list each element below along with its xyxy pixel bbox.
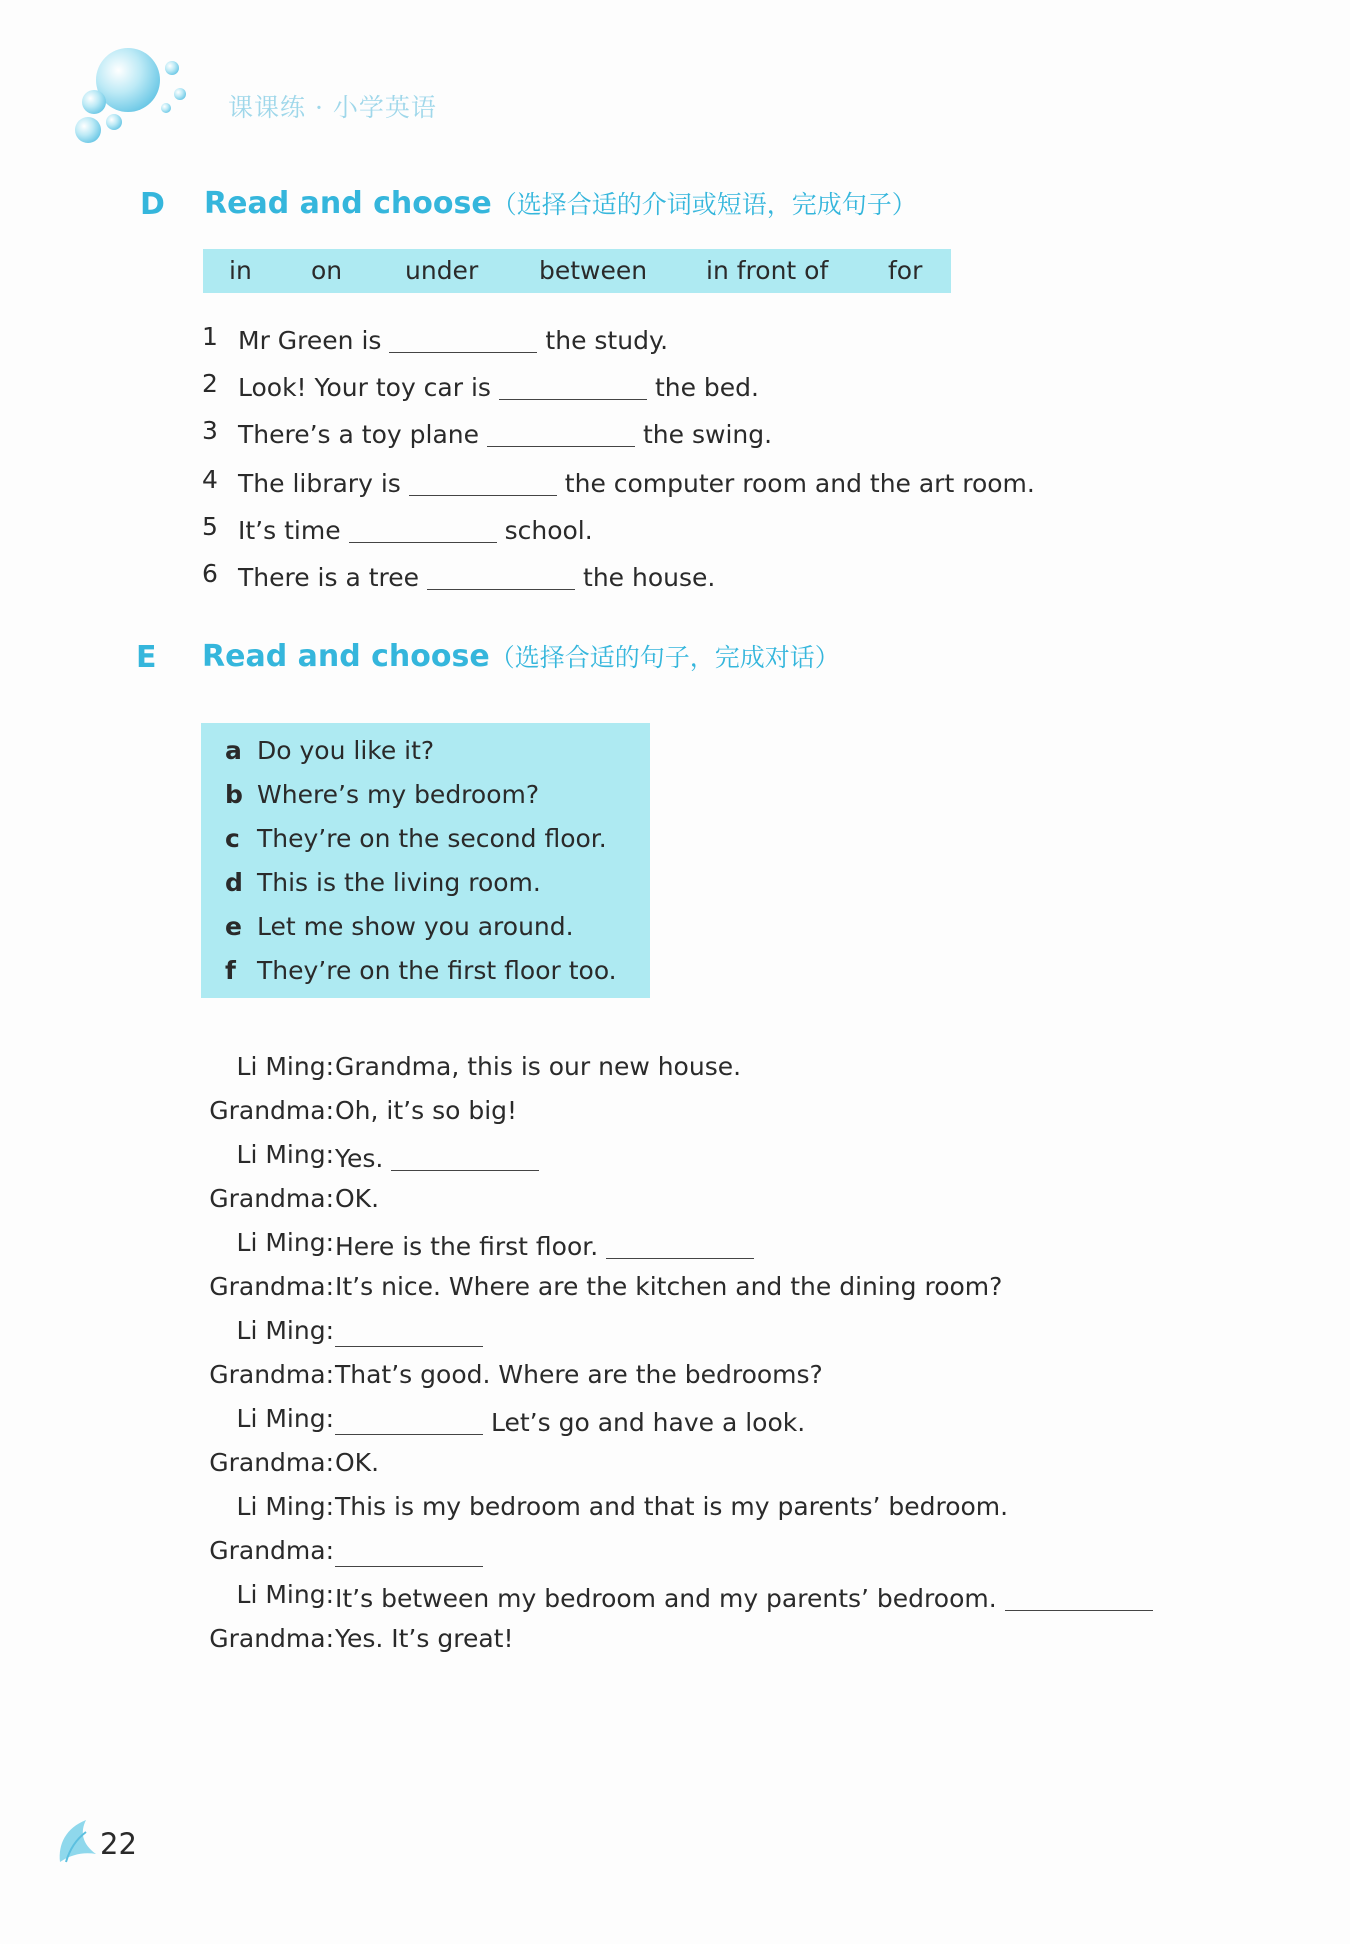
dialogue-line [0, 1316, 1350, 1350]
answer-blank[interactable] [335, 1536, 483, 1567]
question-text [238, 416, 772, 449]
dialogue-line [0, 1404, 1350, 1438]
section-e-letter: E [136, 640, 157, 675]
speaker-name: Grandma: [209, 1184, 334, 1213]
question-text [238, 465, 1035, 498]
dialogue-line [0, 1096, 1350, 1130]
speaker-name: Li Ming: [236, 1228, 334, 1257]
dialogue-text: Here is the first floor. [335, 1232, 599, 1261]
header-title: 课课练 · 小学英语 [228, 93, 437, 122]
speaker-name: Grandma: [209, 1448, 334, 1477]
dialogue-line [0, 1580, 1350, 1614]
dialogue-text: OK. [335, 1448, 380, 1477]
word-bank-item: for [888, 256, 923, 285]
speaker-name: Grandma: [209, 1272, 334, 1301]
options-box [201, 723, 650, 998]
speaker-name: Grandma: [209, 1536, 334, 1565]
dialogue-text: It’s nice. Where are the kitchen and the dining room? [335, 1272, 1003, 1301]
answer-blank[interactable] [335, 1404, 483, 1435]
question-after: the swing. [643, 420, 773, 449]
dialogue-content [335, 1492, 1008, 1521]
dialogue-text: OK. [335, 1184, 380, 1213]
option-text: Let me show you around. [257, 912, 574, 941]
answer-blank[interactable] [409, 465, 557, 496]
question-text [238, 369, 759, 402]
speaker-name: Grandma: [209, 1624, 334, 1653]
speaker-name: Grandma: [209, 1096, 334, 1125]
question-before: There’s a toy plane [238, 420, 479, 449]
section-e-title-text: Read and choose [202, 639, 490, 674]
option-item [225, 736, 434, 765]
option-item [225, 868, 541, 897]
dialogue-line [0, 1492, 1350, 1526]
dialogue-line [0, 1228, 1350, 1262]
speaker-name: Li Ming: [236, 1580, 334, 1609]
answer-blank[interactable] [427, 559, 575, 590]
section-d-title [204, 185, 917, 221]
dialogue-line [0, 1536, 1350, 1570]
section-d-letter: D [140, 187, 165, 222]
dialogue-text: It’s between my bedroom and my parents’ bedroom. [335, 1584, 997, 1613]
question-number: 3 [202, 416, 218, 445]
option-text: Do you like it? [257, 736, 435, 765]
dialogue-line [0, 1360, 1350, 1394]
word-bank-item: under [405, 256, 479, 285]
answer-blank[interactable] [391, 1140, 539, 1171]
dialogue-text: Let’s go and have a look. [491, 1408, 806, 1437]
option-item [225, 956, 617, 985]
section-d-instruction: （选择合适的介词或短语，完成句子） [491, 190, 917, 219]
leaf-decoration-icon [56, 1818, 100, 1864]
question-before: The library is [238, 469, 401, 498]
word-bank-item: on [311, 256, 343, 285]
option-text: They’re on the first floor too. [257, 956, 617, 985]
answer-blank[interactable] [487, 416, 635, 447]
dialogue-content [335, 1228, 762, 1261]
question-text [238, 559, 715, 592]
option-key: b [225, 780, 243, 809]
answer-blank[interactable] [499, 369, 647, 400]
option-key: a [225, 736, 242, 765]
question-after: school. [504, 516, 593, 545]
dialogue-content [335, 1272, 1002, 1301]
question-number: 1 [202, 322, 218, 351]
option-text: Where’s my bedroom? [257, 780, 540, 809]
dialogue-content [335, 1580, 1161, 1613]
question-before: Look! Your toy car is [238, 373, 491, 402]
answer-blank[interactable] [349, 512, 497, 543]
page-number: 22 [100, 1827, 137, 1861]
dialogue-content [335, 1448, 379, 1477]
dialogue-content [335, 1316, 491, 1349]
answer-blank[interactable] [606, 1228, 754, 1259]
speaker-name: Grandma: [209, 1360, 334, 1389]
question-text [238, 512, 593, 545]
option-key: d [225, 868, 243, 897]
speaker-name: Li Ming: [236, 1404, 334, 1433]
question-after: the computer room and the art room. [564, 469, 1035, 498]
question-text [238, 322, 668, 355]
dialogue-line [0, 1272, 1350, 1306]
speaker-name: Li Ming: [236, 1052, 334, 1081]
question-number: 6 [202, 559, 218, 588]
option-key: e [225, 912, 242, 941]
dialogue-content [335, 1096, 517, 1125]
question-number: 2 [202, 369, 218, 398]
answer-blank[interactable] [335, 1316, 483, 1347]
question-number: 4 [202, 465, 218, 494]
answer-blank[interactable] [1005, 1580, 1153, 1611]
dialogue-line [0, 1184, 1350, 1218]
dialogue-line [0, 1624, 1350, 1658]
dialogue-content [335, 1184, 379, 1213]
question-number: 5 [202, 512, 218, 541]
dialogue-content [335, 1624, 513, 1653]
dialogue-line [0, 1052, 1350, 1086]
question-after: the study. [545, 326, 669, 355]
question-before: There is a tree [238, 563, 420, 592]
dialogue-text: Grandma, this is our new house. [335, 1052, 742, 1081]
dialogue-content [335, 1052, 741, 1081]
word-bank-item: in front of [706, 256, 829, 285]
dialogue-content [335, 1360, 823, 1389]
bubbles-decoration-icon [72, 42, 202, 152]
word-bank-item: in [229, 256, 252, 285]
word-bank-item: between [539, 256, 648, 285]
option-text: This is the living room. [257, 868, 541, 897]
question-after: the bed. [654, 373, 759, 402]
dialogue-text: Oh, it’s so big! [335, 1096, 518, 1125]
section-e-instruction: （选择合适的句子，完成对话） [489, 643, 840, 672]
dialogue-content [335, 1536, 491, 1569]
option-item [225, 780, 539, 809]
section-d-title-text: Read and choose [204, 186, 492, 221]
option-item [225, 912, 574, 941]
option-item [225, 824, 607, 853]
dialogue-text: This is my bedroom and that is my parents’ bedroom. [335, 1492, 1009, 1521]
section-e-title [202, 638, 840, 674]
option-key: c [225, 824, 240, 853]
dialogue-text: Yes. [335, 1144, 384, 1173]
dialogue-line [0, 1448, 1350, 1482]
dialogue-line [0, 1140, 1350, 1174]
speaker-name: Li Ming: [236, 1140, 334, 1169]
word-bank [203, 249, 951, 293]
question-before: It’s time [238, 516, 341, 545]
dialogue-content [335, 1140, 547, 1173]
option-text: They’re on the second floor. [257, 824, 607, 853]
dialogue-content [335, 1404, 805, 1437]
answer-blank[interactable] [389, 322, 537, 353]
speaker-name: Li Ming: [236, 1316, 334, 1345]
speaker-name: Li Ming: [236, 1492, 334, 1521]
option-key: f [225, 956, 236, 985]
dialogue-text: That’s good. Where are the bedrooms? [335, 1360, 823, 1389]
question-after: the house. [583, 563, 716, 592]
dialogue-text: Yes. It’s great! [335, 1624, 514, 1653]
question-before: Mr Green is [238, 326, 382, 355]
